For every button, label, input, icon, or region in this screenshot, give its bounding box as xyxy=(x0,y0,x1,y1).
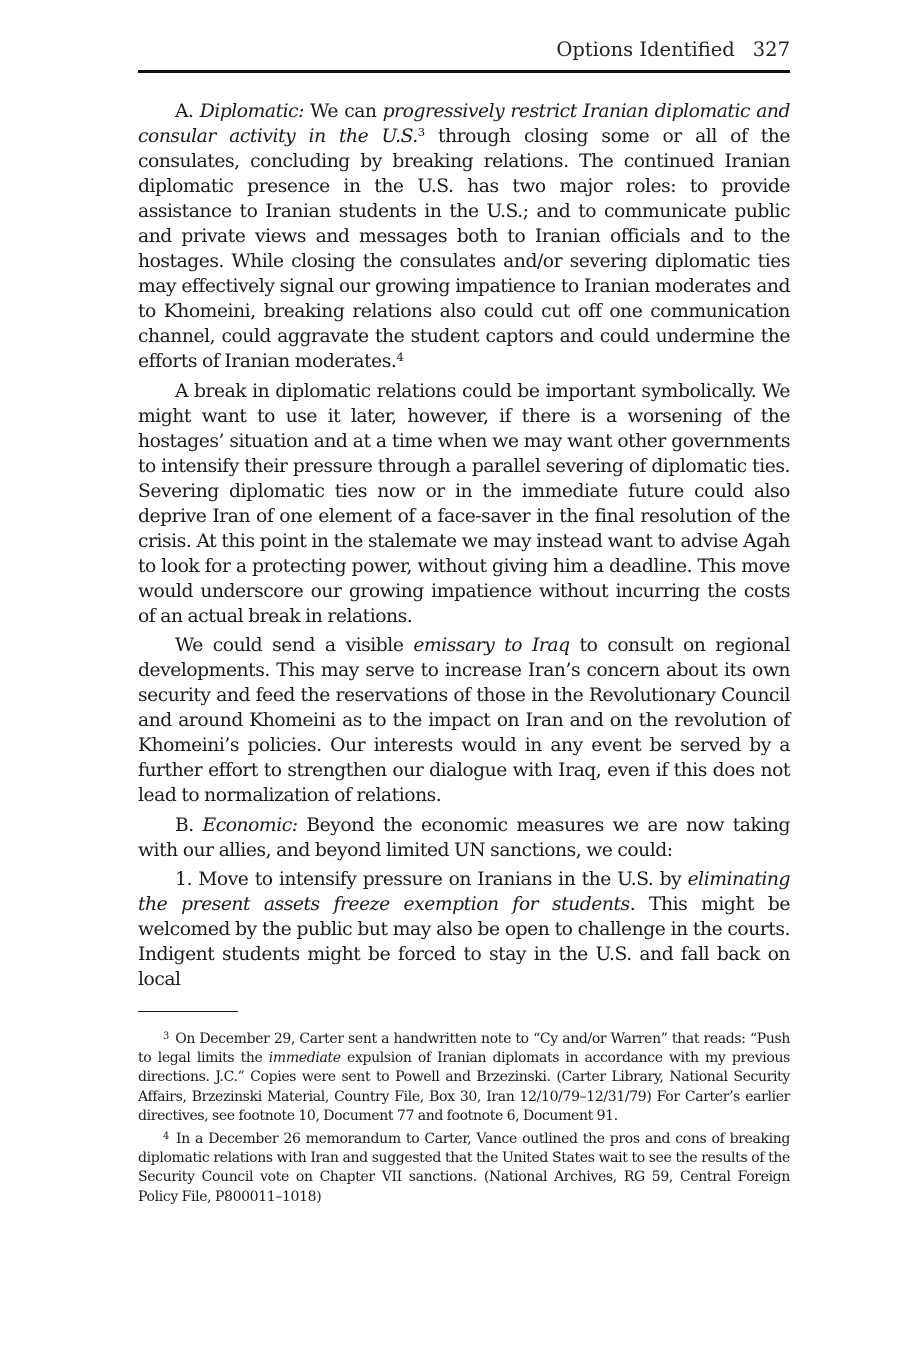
paragraph-diplomatic xyxy=(138,99,790,374)
footnote xyxy=(138,1130,790,1207)
emphasis-text: immediate xyxy=(268,1050,341,1067)
footnote-ref: 4 xyxy=(396,350,404,365)
page-number: 327 xyxy=(752,38,790,61)
footnotes xyxy=(138,1030,790,1211)
text-run: In a December 26 memorandum to Carter, Vance outlined the pros and cons of breaking diplomatic relations with Iran and suggested that the United States wait to see the results of the Security Council vote on Chapter VII sanctions. (National Archives, RG 59, Central Foreign Policy File, P800011–1018) xyxy=(138,1131,790,1205)
footnote-number: 4 xyxy=(163,1130,169,1142)
emphasis-text: emissary to Iraq xyxy=(413,635,570,656)
text-run: We can xyxy=(304,101,383,122)
paragraph-iraq-emissary xyxy=(138,633,790,808)
text-run: We could send a visible xyxy=(175,635,414,656)
item-label: Economic: xyxy=(202,814,298,836)
item-letter: A. xyxy=(175,101,200,122)
footnote-number: 3 xyxy=(163,1030,169,1042)
running-header xyxy=(138,34,790,73)
text-run: On December 29, Carter sent a handwritten note to “Cy and/or Warren” that reads: “Push to legal limits the xyxy=(138,1031,790,1067)
text-run: . This might be welcomed by the public but may also be open to challenge in the courts. Indigent students might be forced to stay in the U.S. and fall back on local xyxy=(138,894,791,990)
paragraph-break-relations: A break in diplomatic relations could be important symbolically. We might want to use it later, however, if there is a worsening of the hostages’ situation and at a time when we may want other governments to intensify their pressure through a parallel severing of diplomatic ties. Severing diplomatic ties now or in the immediate future could also deprive Iran of one element of a face-saver in the final resolution of the crisis. At this point in the stalemate we may instead want to advise Agah to look for a protecting power, without giving him a deadline. This move would underscore our growing impatience without incurring the costs of an actual break in relations. xyxy=(138,380,790,627)
paragraph-asset-freeze xyxy=(138,867,790,992)
emphasis-text: progressively restrict Iranian diplomatic and consular activity in the U.S. xyxy=(138,101,790,147)
footnote xyxy=(138,1030,790,1126)
main-text xyxy=(138,99,790,992)
section-title: Options Identified xyxy=(556,38,735,61)
footnote-ref: 3 xyxy=(417,125,425,140)
emphasis-text: eliminating the present assets freeze exemption for students xyxy=(138,869,790,915)
footnote-divider xyxy=(138,1011,238,1012)
item-letter: B. xyxy=(175,814,203,836)
paragraph-economic xyxy=(138,813,790,863)
text-run: Beyond the economic measures we are now taking with our allies, and beyond limited UN sanctions, we could: xyxy=(138,814,790,861)
text-run: expulsion of Iranian diplomats in accordance with my previous directions. J.C.” Copies were sent to Powell and Brzezinski. (Carter Library, National Security Affairs, Brzezinski Material, Country File, Box 30, Iran 12/10/79–12/31/79) For Carter’s earlier directives, see footnote 10, Document 77 and footnote 6, Document 91. xyxy=(138,1050,790,1124)
item-label: Diplomatic: xyxy=(199,101,305,122)
text-run: 1. Move to intensify pressure on Iranians in the U.S. by xyxy=(175,869,688,890)
text-run: through closing some or all of the consulates, concluding by breaking relations. The continued Iranian diplomatic presence in the U.S. has two major roles: to provide assistance to Iranian students in the U.S.; and to communicate public and private views and messages both to Iranian officials and to the hostages. While closing the consulates and/or severing diplomatic ties may effectively signal our growing impatience to Iranian moderates and to Khomeini, breaking relations also could cut off one communication channel, could aggravate the student captors and could undermine the efforts of Iranian moderates. xyxy=(138,126,790,372)
text-run: to consult on regional developments. This may serve to increase Iran’s concern about its own security and feed the reservations of those in the Revolutionary Council and around Khomeini as to the impact on Iran and on the revolution of Khomeini’s policies. Our interests would in any event be served by a further effort to strengthen our dialogue with Iraq, even if this does not lead to normalization of relations. xyxy=(138,635,790,806)
